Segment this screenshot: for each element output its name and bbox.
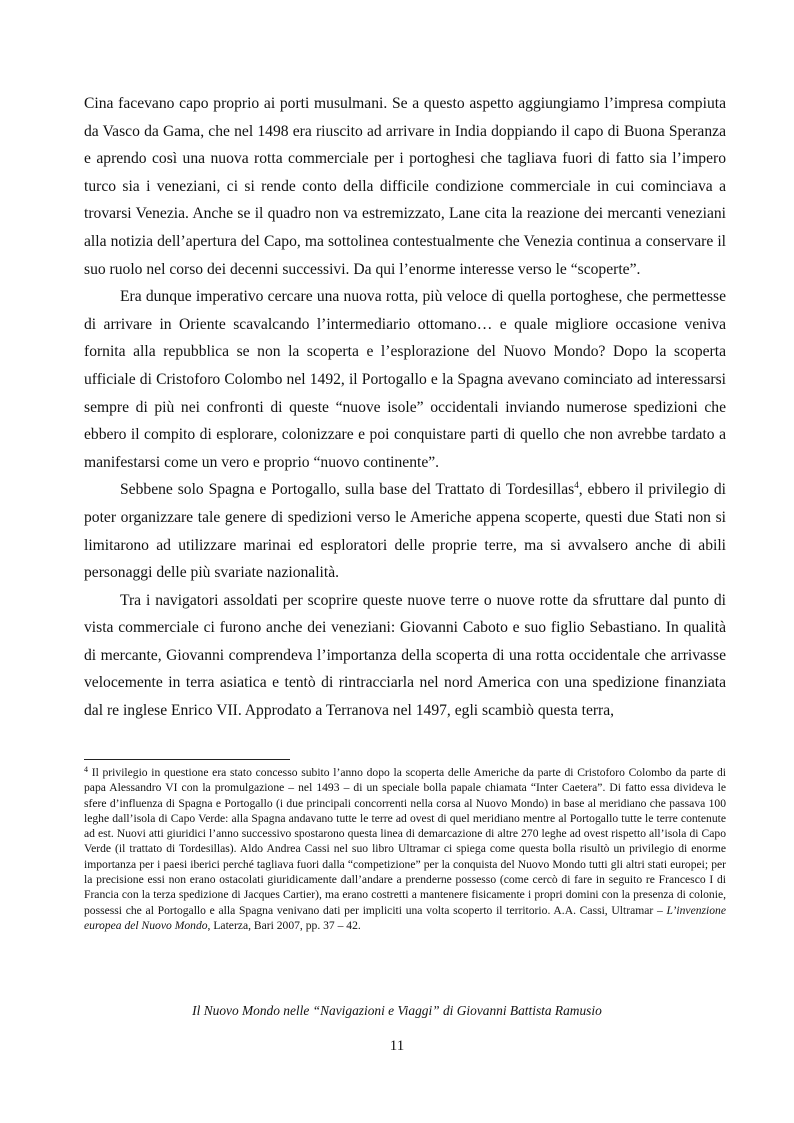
footnote-book-title: L’invenzione europea del Nuovo Mondo (84, 903, 726, 932)
footnote-text: Il privilegio in questione era stato concesso subito l’anno dopo la scoperta delle Americhe da parte di Cristoforo Colombo da parte di papa Alessandro VI con la promulgazione – nel 1493 – di un speciale bolla papale chiamata “Inter Caetera”. Di fatto essa divideva le sfere d’influenza di Spagna e Portogallo (i due principali concorrenti nella corsa al Nuovo Mondo) in base al meridiano che passava 100 leghe dall’isola di Capo Verde: alla Spagna andavano tutte le terre ad ovest di quel meridiano mentre al Portogallo tutte le terre contenute ad est. Nuovi atti giuridici l’anno successivo spostarono questa linea di demarcazione di altre 270 leghe ad ovest rispetto all’isola di Capo Verde (il trattato di Tordesillas). Aldo Andrea Cassi nel suo libro Ultramar ci spiega come questa bolla risultò un privilegio di enorme importanza per i paesi iberici perché tagliava fuori dalla “competizione” per la conquista del Nuovo Mondo tutti gli altri stati europei; per la precisione essi non erano ostacolati giuridicamente dall’andare a prenderne possesso (come cercò di fare in seguito re Francesco I di Francia con la terza spedizione di Jacques Cartier), ma erano costretti a mantenere fisicamente i propri domini con la presenza di colonie, possessi che al Portogallo e alla Spagna venivano dati per impliciti una volta scoperto il territorio. A.A. Cassi, Ultramar – (84, 766, 726, 917)
running-footer-title: Il Nuovo Mondo nelle “Navigazioni e Viaggi” di Giovanni Battista Ramusio (192, 1003, 602, 1018)
paragraph-3-text-start: Sebbene solo Spagna e Portogallo, sulla base del Trattato di Tordesillas (120, 481, 575, 499)
paragraph-3 (84, 476, 726, 586)
footnote-citation-tail: , Laterza, Bari 2007, pp. 37 – 42. (207, 918, 361, 932)
footnote-4 (84, 765, 726, 933)
footnote-marker: 4 (84, 765, 88, 774)
paragraph-3-text-end: , ebbero il privilegio di poter organizzare tale genere di spedizioni verso le Americhe appena scoperte, questi due Stati non si limitarono ad utilizzare marinai ed esploratori delle proprie terre, ma si avvalsero anche di abili personaggi delle più svariate nazionalità. (84, 481, 726, 582)
paragraph-2: Era dunque imperativo cercare una nuova rotta, più veloce di quella portoghese, che permettesse di arrivare in Oriente scavalcando l’intermediario ottomano… e quale migliore occasione veniva fornita alla repubblica se non la scoperta e l’esplorazione del Nuovo Mondo? Dopo la scoperta ufficiale di Cristoforo Colombo nel 1492, il Portogallo e la Spagna avevano cominciato ad interessarsi sempre di più nei confronti di queste “nuove isole” occidentali inviando numerose spedizioni che ebbero il compito di esplorare, colonizzare e poi conquistare parti di quello che non avrebbe tardato a manifestarsi come un vero e proprio “nuovo continente”. (84, 288, 726, 471)
footnote-reference-4[interactable]: 4 (574, 480, 579, 491)
paragraph-4: Tra i navigatori assoldati per scoprire queste nuove terre o nuove rotte da sfruttare dal punto di vista commerciale ci furono anche dei veneziani: Giovanni Caboto e suo figlio Sebastiano. In qualità di mercante, Giovanni comprendeva l’importanza della scoperta di una rotta occidentale che arrivasse velocemente in terra asiatica e tentò di rintracciarla nel nord America con una spedizione finanziata dal re inglese Enrico VII. Approdato a Terranova nel 1497, egli scambiò questa terra, (84, 591, 726, 720)
paragraph-1: Cina facevano capo proprio ai porti musulmani. Se a questo aspetto aggiungiamo l’impresa compiuta da Vasco da Gama, che nel 1498 era riuscito ad arrivare in India doppiando il capo di Buona Speranza e aprendo così una nuova rotta commerciale per i portoghesi che tagliava fuori di fatto sia l’impero turco sia i veneziani, ci si rende conto della difficile condizione commerciale in cui cominciava a trovarsi Venezia. Anche se il quadro non va estremizzato, Lane cita la reazione dei mercanti veneziani alla notizia dell’apertura del Capo, ma sottolinea contestualmente che Venezia continua a conservare il suo ruolo nel corso dei decenni successivi. Da qui l’enorme interesse verso le “scoperte”. (84, 95, 726, 278)
main-text (84, 90, 726, 725)
page-number: 11 (389, 1038, 405, 1054)
footnote-separator (84, 759, 290, 760)
